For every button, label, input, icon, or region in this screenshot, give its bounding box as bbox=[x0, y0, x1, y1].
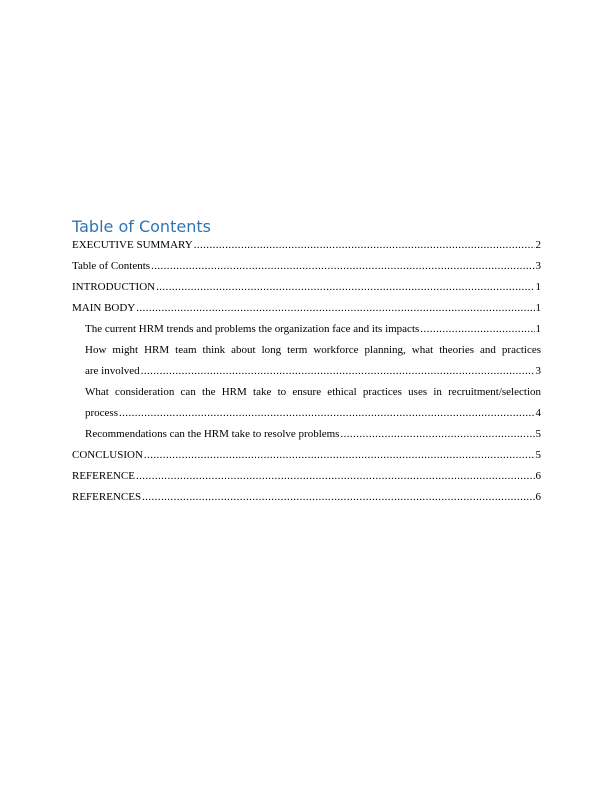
toc-entry-table-of-contents[interactable] bbox=[72, 259, 541, 273]
toc-entry-page: 5 bbox=[535, 449, 541, 461]
toc-entry-label-line1: How might HRM team think about long term workforce planning, what theories and practices bbox=[85, 344, 541, 356]
toc-entry-page: 2 bbox=[535, 239, 541, 251]
toc-leader-dots bbox=[156, 280, 534, 294]
toc-list bbox=[72, 238, 541, 511]
toc-entry-label: EXECUTIVE SUMMARY bbox=[72, 239, 193, 251]
toc-leader-dots bbox=[142, 490, 534, 504]
toc-entry-label: Table of Contents bbox=[72, 260, 151, 272]
toc-entry-label-line2: process bbox=[85, 407, 118, 419]
toc-entry-main-body[interactable] bbox=[72, 301, 541, 315]
toc-entry-page: 4 bbox=[535, 407, 541, 419]
toc-entry-label: REFERENCE bbox=[72, 470, 135, 482]
toc-leader-dots bbox=[420, 322, 534, 336]
toc-entry-label: Recommendations can the HRM take to resolve problems bbox=[85, 428, 340, 440]
toc-entry-page: 3 bbox=[535, 260, 541, 272]
toc-entry-page: 5 bbox=[535, 428, 541, 440]
toc-leader-dots bbox=[340, 427, 534, 441]
toc-leader-dots bbox=[119, 406, 535, 420]
toc-entry-label: REFERENCES bbox=[72, 491, 142, 503]
toc-leader-dots bbox=[141, 364, 535, 378]
toc-entry-label: The current HRM trends and problems the organization face and its impacts bbox=[85, 323, 420, 335]
toc-entry-page: 1 bbox=[535, 323, 541, 335]
toc-entry-page: 6 bbox=[535, 491, 541, 503]
toc-title: Table of Contents bbox=[72, 217, 211, 236]
toc-entry-references[interactable] bbox=[72, 490, 541, 504]
toc-leader-dots bbox=[136, 469, 535, 483]
toc-entry-label-line1: What consideration can the HRM take to ensure ethical practices uses in recruitment/selection bbox=[85, 386, 541, 398]
toc-entry-hrm-trends[interactable] bbox=[72, 322, 541, 336]
toc-entry-label-line2: are involved bbox=[85, 365, 140, 377]
toc-entry-label: INTRODUCTION bbox=[72, 281, 156, 293]
toc-entry-executive-summary[interactable] bbox=[72, 238, 541, 252]
toc-entry-introduction[interactable] bbox=[72, 280, 541, 294]
toc-entry-conclusion[interactable] bbox=[72, 448, 541, 462]
toc-entry-page: 1 bbox=[535, 302, 541, 314]
toc-entry-page: 3 bbox=[535, 365, 541, 377]
toc-leader-dots bbox=[194, 238, 535, 252]
toc-entry-recommendations[interactable] bbox=[72, 427, 541, 441]
toc-leader-dots bbox=[136, 301, 534, 315]
toc-leader-dots bbox=[151, 259, 534, 273]
toc-entry-ethical-practices[interactable] bbox=[72, 385, 541, 420]
toc-entry-page: 1 bbox=[535, 281, 541, 293]
toc-entry-workforce-planning[interactable] bbox=[72, 343, 541, 378]
toc-entry-reference[interactable] bbox=[72, 469, 541, 483]
toc-leader-dots bbox=[144, 448, 535, 462]
toc-entry-label: CONCLUSION bbox=[72, 449, 143, 461]
toc-entry-page: 6 bbox=[535, 470, 541, 482]
toc-entry-label: MAIN BODY bbox=[72, 302, 136, 314]
